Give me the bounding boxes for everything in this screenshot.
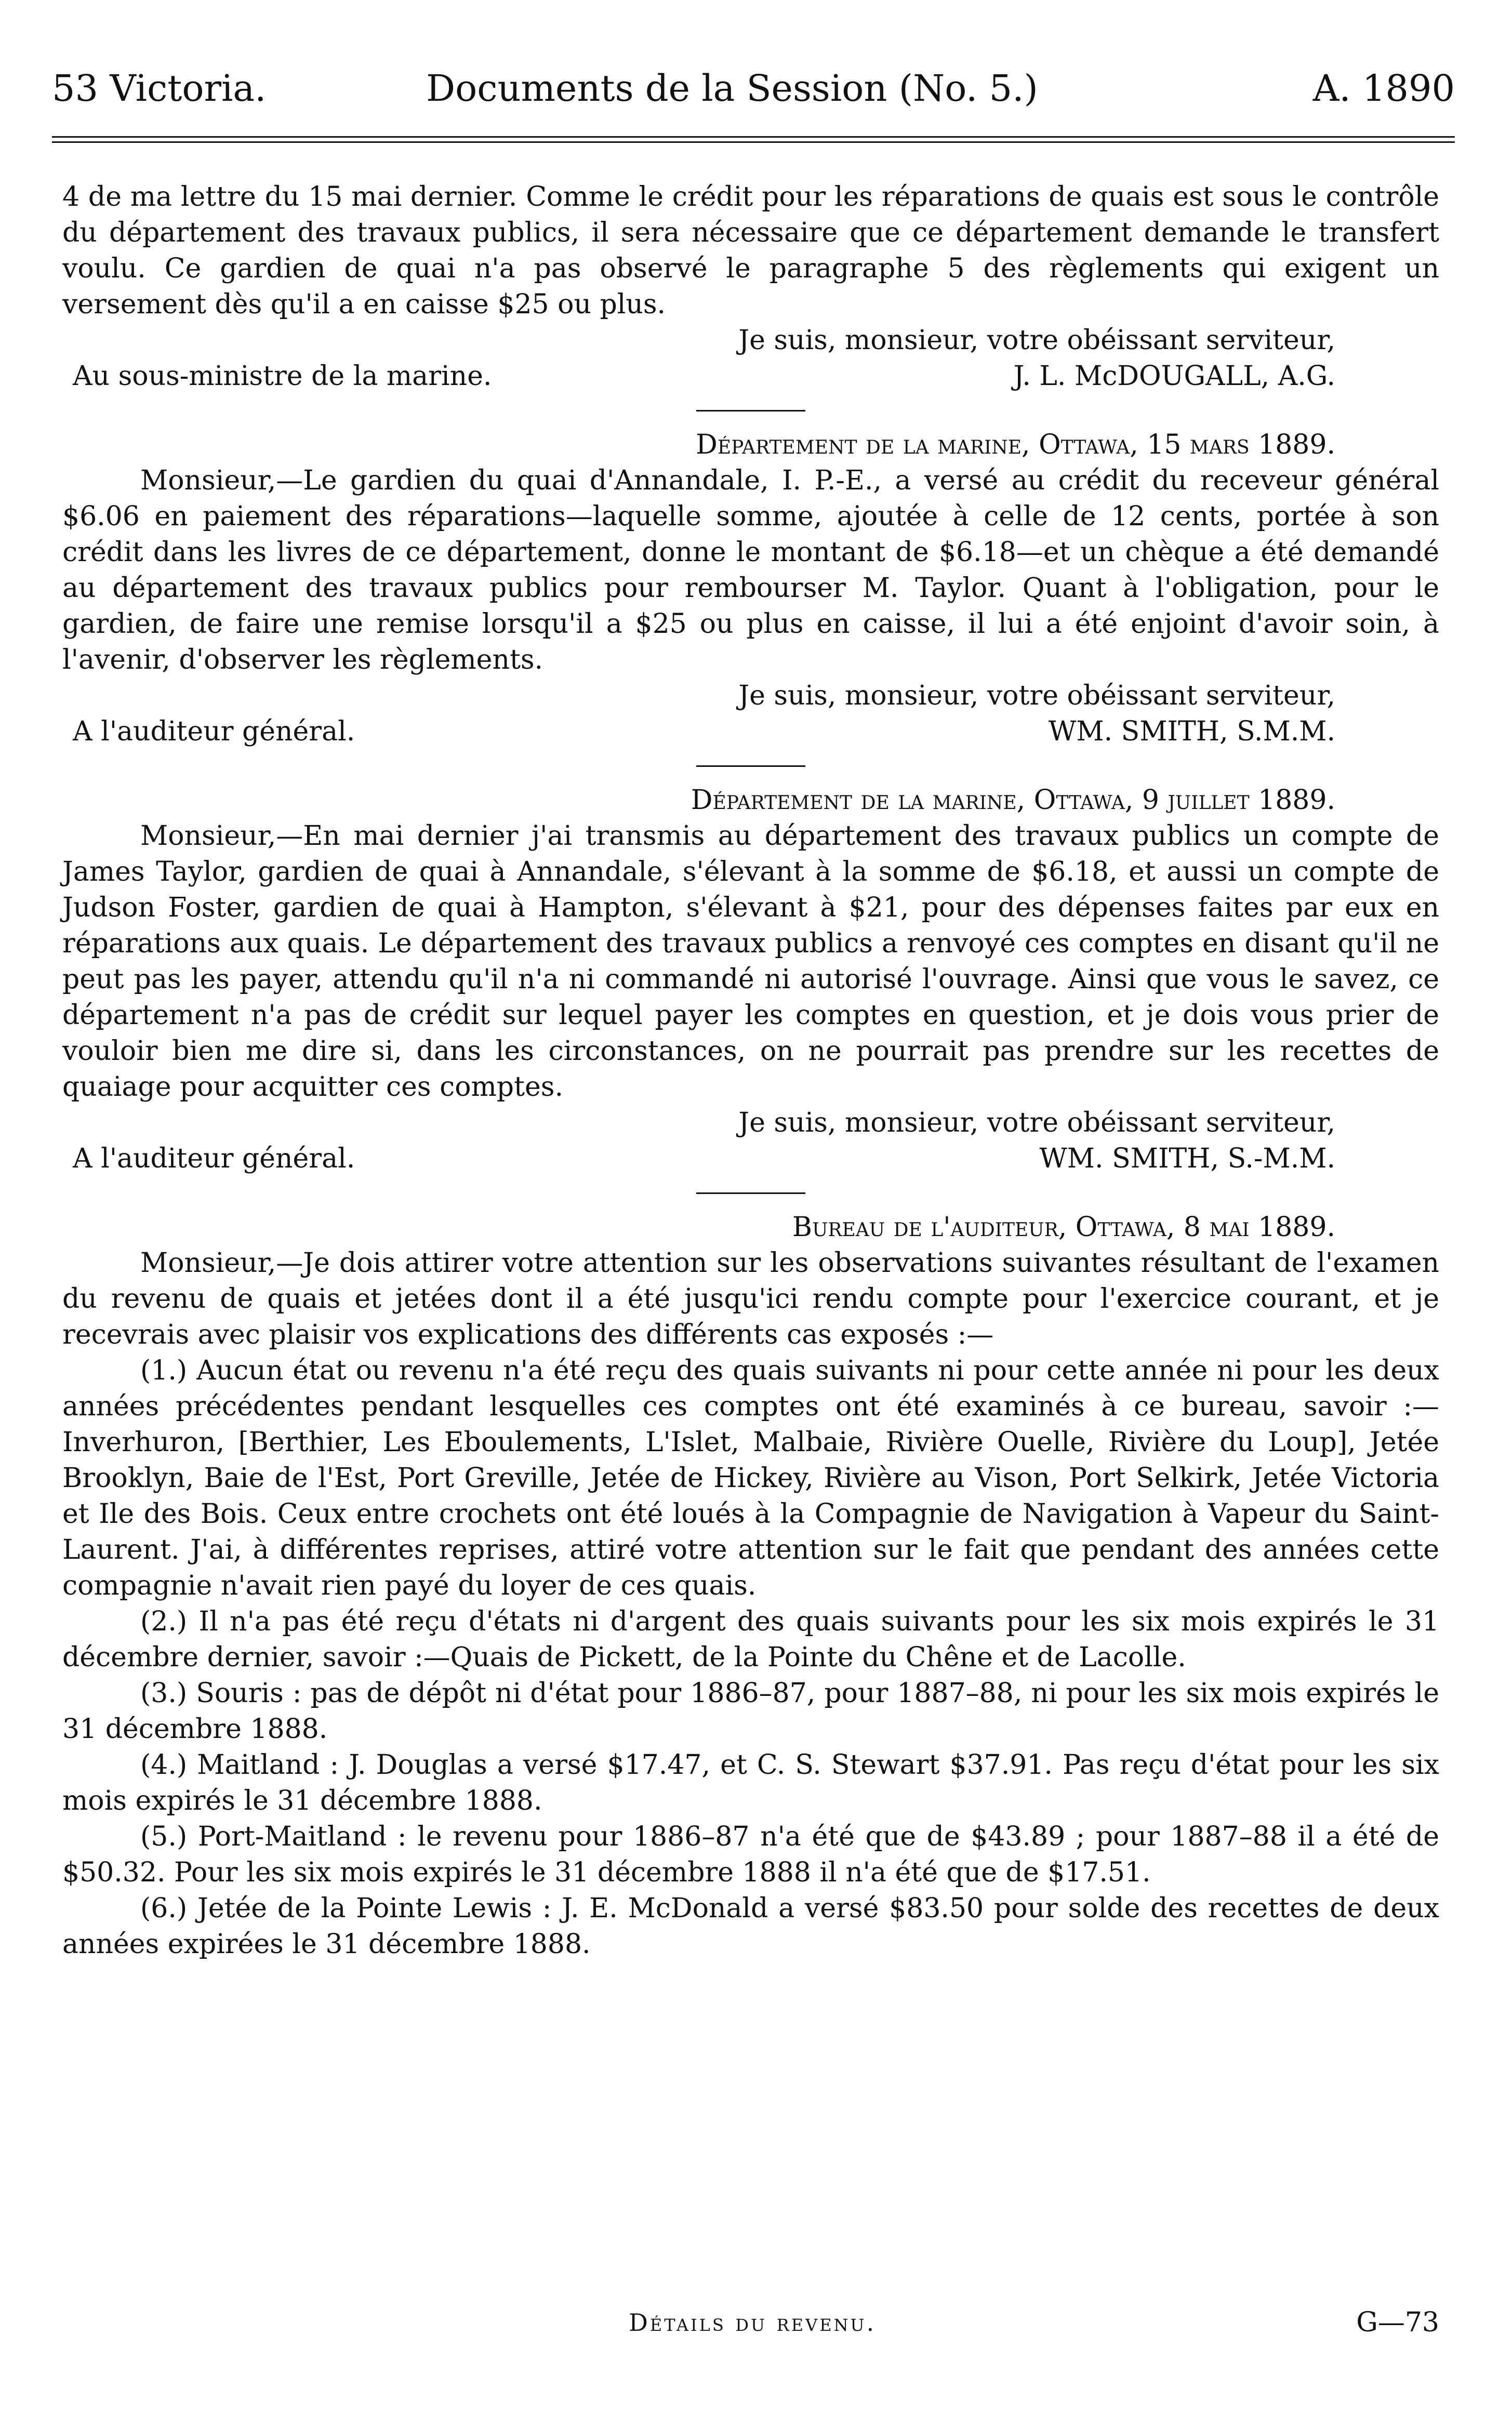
letter-1-signature-row [62,359,1439,394]
letter-3 [62,782,1439,1177]
letter-4-item-2: (2.) Il n'a pas été reçu d'états ni d'argent des quais suivants pour les six mois expirés le 31 décembre dernier, savoir :—Quais de Pickett, de la Pointe du Chêne et de Lacolle. [62,1606,1439,1673]
year-label: A. 1890 [1312,67,1455,110]
letter-4-item-5: (5.) Port-Maitland : le revenu pour 1886–87 n'a été que de $43.89 ; pour 1887–88 il a été de $50.32. Pour les six mois expirés le 31 décembre 1888 il n'a été que de $17.51. [62,1821,1439,1888]
page-header [52,57,1455,120]
letter-1-addressee: Au sous-ministre de la marine. [73,361,492,392]
letter-2-signature: WM. SMITH, S.M.M. [1048,716,1335,747]
letter-1-paragraph: 4 de ma lettre du 15 mai dernier. Comme le crédit pour les réparations de quais est sous le contrôle du département des travaux publics, il sera nécessaire que ce département demande le transfert voulu. Ce gardien de quai n'a pas observé le paragraphe 5 des règlements qui exigent un versement dès qu'il a en caisse $25 ou plus. [62,181,1439,320]
letter-3-signature-row [62,1141,1439,1177]
letter-separator [696,410,805,412]
page-footer [62,2302,1439,2343]
letter-2-paragraph: Monsieur,—Le gardien du quai d'Annandale, I. P.-E., a versé au crédit du receveur général $6.06 en paiement des réparations—laquelle somme, ajoutée à celle de 12 cents, portée à son crédit dans les livres de ce département, donne le montant de $6.18—et un chèque a été demandé au département des travaux publics pour rembourser M. Taylor. Quant à l'obligation, pour le gardien, de faire une remise lorsqu'il a $25 ou plus en caisse, il lui a été enjoint d'avoir soin, à l'avenir, d'observer les règlements. [62,465,1439,675]
letter-4-item-3: (3.) Souris : pas de dépôt ni d'état pour 1886–87, pour 1887–88, ni pour les six mois expirés le 31 décembre 1888. [62,1678,1439,1745]
letter-4-item-6: (6.) Jetée de la Pointe Lewis : J. E. McDonald a versé $83.50 pour solde des recettes de deux années expirées le 31 décembre 1888. [62,1893,1439,1960]
document-body [62,179,1439,1962]
letter-2-addressee: A l'auditeur général. [73,716,355,747]
session-label: 53 Victoria. [52,67,267,110]
letter-3-signature: WM. SMITH, S.-M.M. [1039,1143,1335,1174]
letter-separator [696,1192,805,1194]
letter-1 [62,179,1439,394]
page-number: G—73 [1356,2307,1439,2338]
document-title: Documents de la Session (No. 5.) [426,67,1038,110]
letter-1-closing: Je suis, monsieur, votre obéissant serviteur, [738,325,1335,356]
letter-4-item-1: (1.) Aucun état ou revenu n'a été reçu des quais suivants ni pour cette année ni pour les deux années précédentes pendant lesquelles ces comptes ont été examinés à ce bureau, savoir :—Inverhuron, [Berthier, Les Eboulements, L'Islet, Malbaie, Rivière Ouelle, Rivière du Loup], Jetée Brooklyn, Baie de l'Est, Port Greville, Jetée de Hickey, Rivière au Vison, Port Selkirk, Jetée Victoria et Ile des Bois. Ceux entre crochets ont été loués à la Compagnie de Navigation à Vapeur du Saint-Laurent. J'ai, à différentes reprises, attiré votre attention sur le fait que pendant des années cette compagnie n'avait rien payé du loyer de ces quais. [62,1355,1439,1601]
letter-3-paragraph: Monsieur,—En mai dernier j'ai transmis au département des travaux publics un compte de James Taylor, gardien de quai à Annandale, s'élevant à la somme de $6.18, et aussi un compte de Judson Foster, gardien de quai à Hampton, s'élevant à $21, pour des dépenses faites par eux en réparations aux quais. Le département des travaux publics a renvoyé ces comptes en disant qu'il ne peut pas les payer, attendu qu'il n'a ni commandé ni autorisé l'ouvrage. Ainsi que vous le savez, ce département n'a pas de crédit sur lequel payer les comptes en question, et je dois vous prier de vouloir bien me dire si, dans les circonstances, on ne pourrait pas prendre sur les recettes de quaiage pour acquitter ces comptes. [62,820,1439,1103]
letter-4-dateline: Bureau de l'auditeur, Ottawa, 8 mai 1889. [792,1212,1335,1243]
letter-3-dateline: Département de la marine, Ottawa, 9 juillet 1889. [691,785,1335,816]
letter-2-signature-row [62,714,1439,750]
letter-2-closing: Je suis, monsieur, votre obéissant serviteur, [738,680,1335,711]
header-rule-top [52,136,1455,138]
letter-1-signature: J. L. McDOUGALL, A.G. [1013,361,1335,392]
letter-4-intro: Monsieur,—Je dois attirer votre attention sur les observations suivantes résultant de l'examen du revenu de quais et jetées dont il a été jusqu'ici rendu compte pour l'exercice courant, et je recevrais avec plaisir vos explications des différents cas exposés :— [62,1248,1439,1350]
running-head: Détails du revenu. [629,2308,877,2337]
letter-separator [696,765,805,767]
letter-4 [62,1210,1439,1962]
letter-3-addressee: A l'auditeur général. [73,1143,355,1174]
header-rule-bottom [52,141,1455,143]
letter-4-item-4: (4.) Maitland : J. Douglas a versé $17.47, et C. S. Stewart $37.91. Pas reçu d'état pour les six mois expirés le 31 décembre 1888. [62,1749,1439,1816]
letter-2-dateline: Département de la marine, Ottawa, 15 mars 1889. [696,429,1335,460]
letter-3-closing: Je suis, monsieur, votre obéissant serviteur, [738,1107,1335,1138]
letter-2 [62,427,1439,750]
